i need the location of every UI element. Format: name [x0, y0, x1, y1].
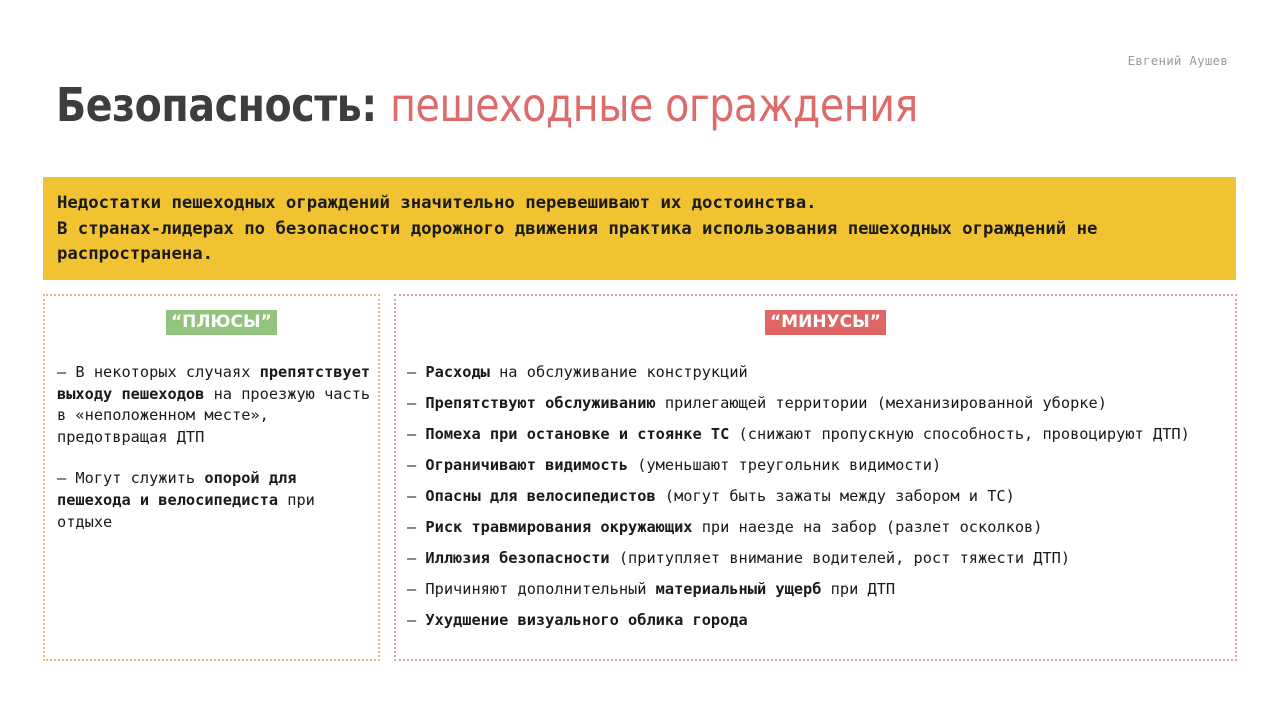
- cons-item-text: (притупляет внимание водителей, рост тяжести ДТП): [609, 549, 1071, 567]
- cons-item-text: (уменьшают треугольник видимости): [628, 456, 942, 474]
- cons-item-text: — Причиняют дополнительный: [407, 580, 656, 598]
- cons-item-text: —: [407, 456, 426, 474]
- cons-panel: [394, 294, 1237, 661]
- pros-list: [57, 362, 375, 553]
- cons-item-text: прилегающей территории (механизированной уборке): [655, 394, 1107, 412]
- pros-item-text: — Могут служить: [57, 469, 205, 488]
- cons-item-bold: Расходы: [425, 363, 490, 381]
- cons-item-bold: Помеха при остановке и стоянке ТС: [425, 425, 730, 443]
- cons-item-bold: материальный ущерб: [655, 580, 822, 598]
- cons-item: [407, 486, 1232, 507]
- banner-line-1: Недостатки пешеходных ограждений значительно перевешивают их достоинства.: [57, 193, 817, 213]
- cons-item-bold: Ограничивают видимость: [425, 456, 629, 474]
- cons-item: [407, 455, 1232, 476]
- cons-label: “МИНУСЫ”: [765, 310, 886, 335]
- cons-item-text: при наезде на забор (разлет осколков): [692, 518, 1043, 536]
- cons-item-bold: Опасны для велосипедистов: [425, 487, 656, 505]
- title-accent: пешеходные ограждения: [390, 78, 918, 132]
- pros-panel: [43, 294, 380, 661]
- cons-item-text: на обслуживание конструкций: [489, 363, 748, 381]
- cons-item-bold: Риск травмирования окружающих: [425, 518, 693, 536]
- banner-line-2: В странах-лидерах по безопасности дорожного движения практика использования пешеходных ограждений не распространена.: [57, 218, 1098, 264]
- cons-item-text: —: [407, 549, 426, 567]
- pros-item-text: при отдыхе: [57, 490, 315, 531]
- pros-item-bold: опорой для пешехода и велосипедиста: [57, 469, 297, 509]
- cons-item-text: (могут быть зажаты между забором и ТС): [655, 487, 1015, 505]
- cons-item-text: —: [407, 518, 426, 536]
- cons-item-text: —: [407, 487, 426, 505]
- summary-banner: [43, 177, 1236, 280]
- pros-item-text: — В некоторых случаях: [57, 363, 260, 381]
- cons-item: [407, 517, 1232, 538]
- cons-item-text: —: [407, 425, 426, 443]
- cons-item-bold: Ухудшение визуального облика города: [425, 611, 748, 629]
- cons-item: [407, 548, 1232, 569]
- cons-item-text: —: [407, 363, 426, 381]
- pros-item: [57, 468, 375, 533]
- cons-list: [407, 362, 1232, 641]
- cons-item-bold: Иллюзия безопасности: [425, 549, 610, 567]
- cons-item-text: —: [407, 611, 426, 629]
- cons-item: [407, 579, 1232, 600]
- cons-item-bold: Препятствуют обслуживанию: [425, 394, 656, 412]
- cons-item-text: при ДТП: [821, 580, 896, 598]
- pros-label: “ПЛЮСЫ”: [166, 310, 277, 335]
- author-name: Евгений Аушев: [1127, 53, 1228, 68]
- page-title: [56, 78, 918, 132]
- pros-item-bold: препятствует выходу пешеходов: [57, 363, 371, 403]
- pros-item-text: на проезжую часть в «неположенном месте», предотвращая ДТП: [57, 384, 371, 446]
- pros-item: [57, 362, 375, 448]
- cons-item: [407, 424, 1232, 445]
- cons-item-text: (снижают пропускную способность, провоцируют ДТП): [729, 425, 1190, 443]
- cons-item: [407, 393, 1232, 414]
- cons-item: [407, 362, 1232, 383]
- cons-item: [407, 610, 1232, 631]
- title-main: Безопасность:: [56, 78, 377, 132]
- cons-item-text: —: [407, 394, 426, 412]
